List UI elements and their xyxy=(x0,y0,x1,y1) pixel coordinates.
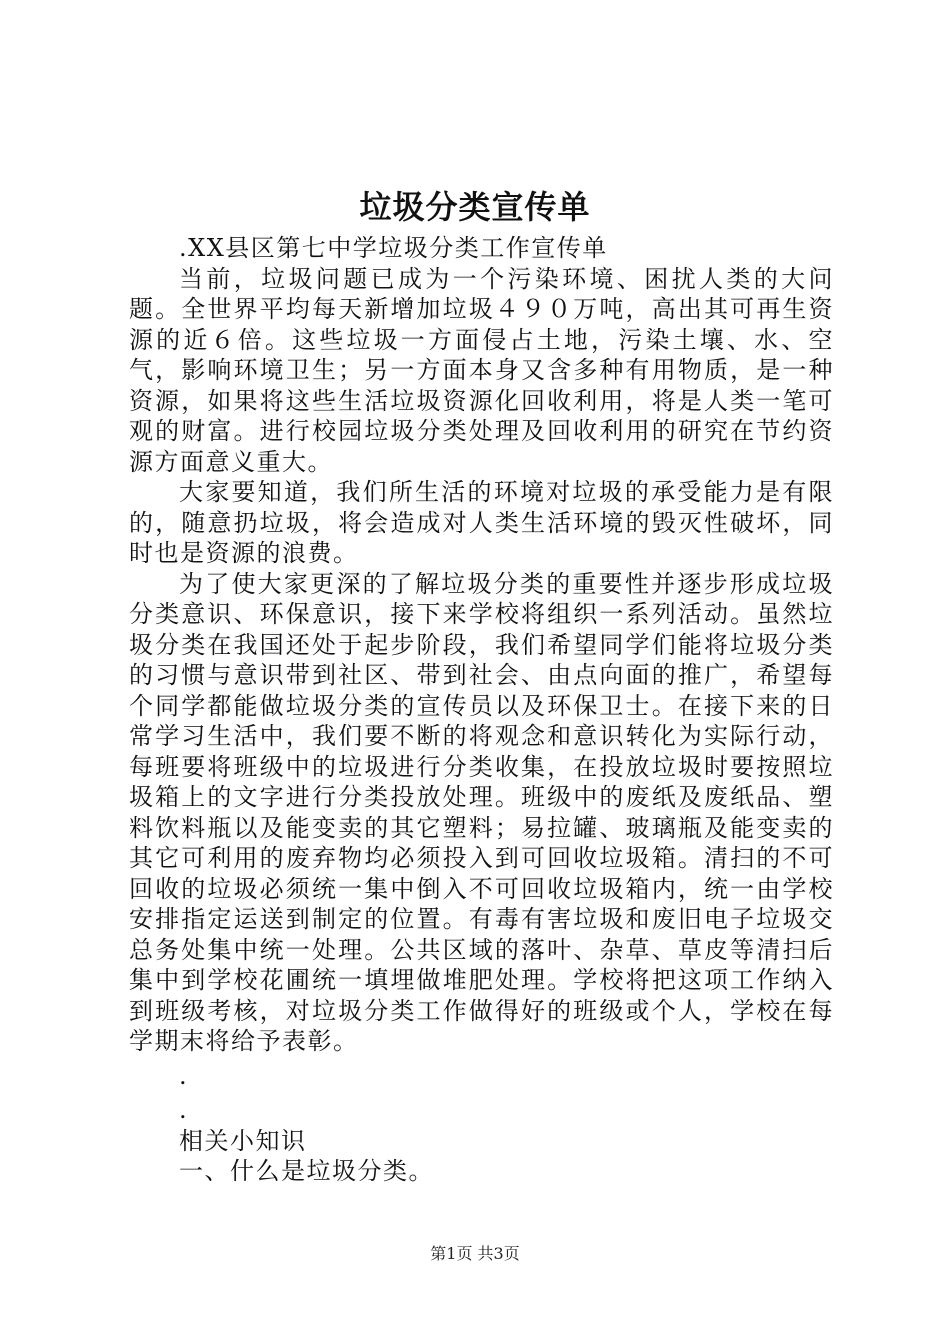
paragraph-activities: 为了使大家更深的了解垃圾分类的重要性并逐步形成垃圾分类意识、环保意识，接下来学校将组织一系列活动。虽然垃圾分类在我国还处于起步阶段，我们希望同学们能将垃圾分类的习惯与意识带到社区、带到社会、由点向面的推广，希望每个同学都能做垃圾分类的宣传员以及环保卫士。在接下来的日常学习生活中，我们要不断的将观念和意识转化为实际行动，每班要将班级中的垃圾进行分类收集，在投放垃圾时要按照垃圾箱上的文字进行分类投放处理。班级中的废纸及废纸品、塑料饮料瓶以及能变卖的其它塑料；易拉罐、玻璃瓶及能变卖的其它可利用的废弃物均必须投入到可回收垃圾箱。清扫的不可回收的垃圾必须统一集中倒入不可回收垃圾箱内，统一由学校安排指定运送到制定的位置。有毒有害垃圾和废旧电子垃圾交总务处集中统一处理。公共区域的落叶、杂草、草皮等清扫后集中到学校花圃统一填埋做堆肥处理。学校将把这项工作纳入到班级考核，对垃圾分类工作做得好的班级或个人，学校在每学期末将给予表彰。 xyxy=(129,569,834,1055)
document-body xyxy=(129,233,834,1187)
section-heading: 相关小知识 xyxy=(179,1126,307,1155)
page-number-footer: 第1页 共3页 xyxy=(430,1244,520,1263)
dot-line: . xyxy=(179,1096,189,1124)
paragraph-environment: 大家要知道，我们所生活的环境对垃圾的承受能力是有限的，随意扔垃圾，将会造成对人类生活环境的毁灭性破坏，同时也是资源的浪费。 xyxy=(129,478,834,567)
subsection-heading: 一、什么是垃圾分类。 xyxy=(179,1157,434,1185)
paragraph-intro: 当前，垃圾问题已成为一个污染环境、困扰人类的大问题。全世界平均每天新增加垃圾４９０万吨，高出其可再生资源的近６倍。这些垃圾一方面侵占土地，污染土壤、水、空气，影响环境卫生；另一方面本身又含多种有用物质，是一种资源，如果将这些生活垃圾资源化回收利用，将是人类一笔可观的财富。进行校园垃圾分类处理及回收利用的研究在节约资源方面意义重大。 xyxy=(129,264,834,476)
document-title: 垃圾分类宣传单 xyxy=(359,188,591,226)
dot-line: . xyxy=(179,1061,189,1090)
subtitle-line: .XX县区第七中学垃圾分类工作宣传单 xyxy=(179,234,608,262)
